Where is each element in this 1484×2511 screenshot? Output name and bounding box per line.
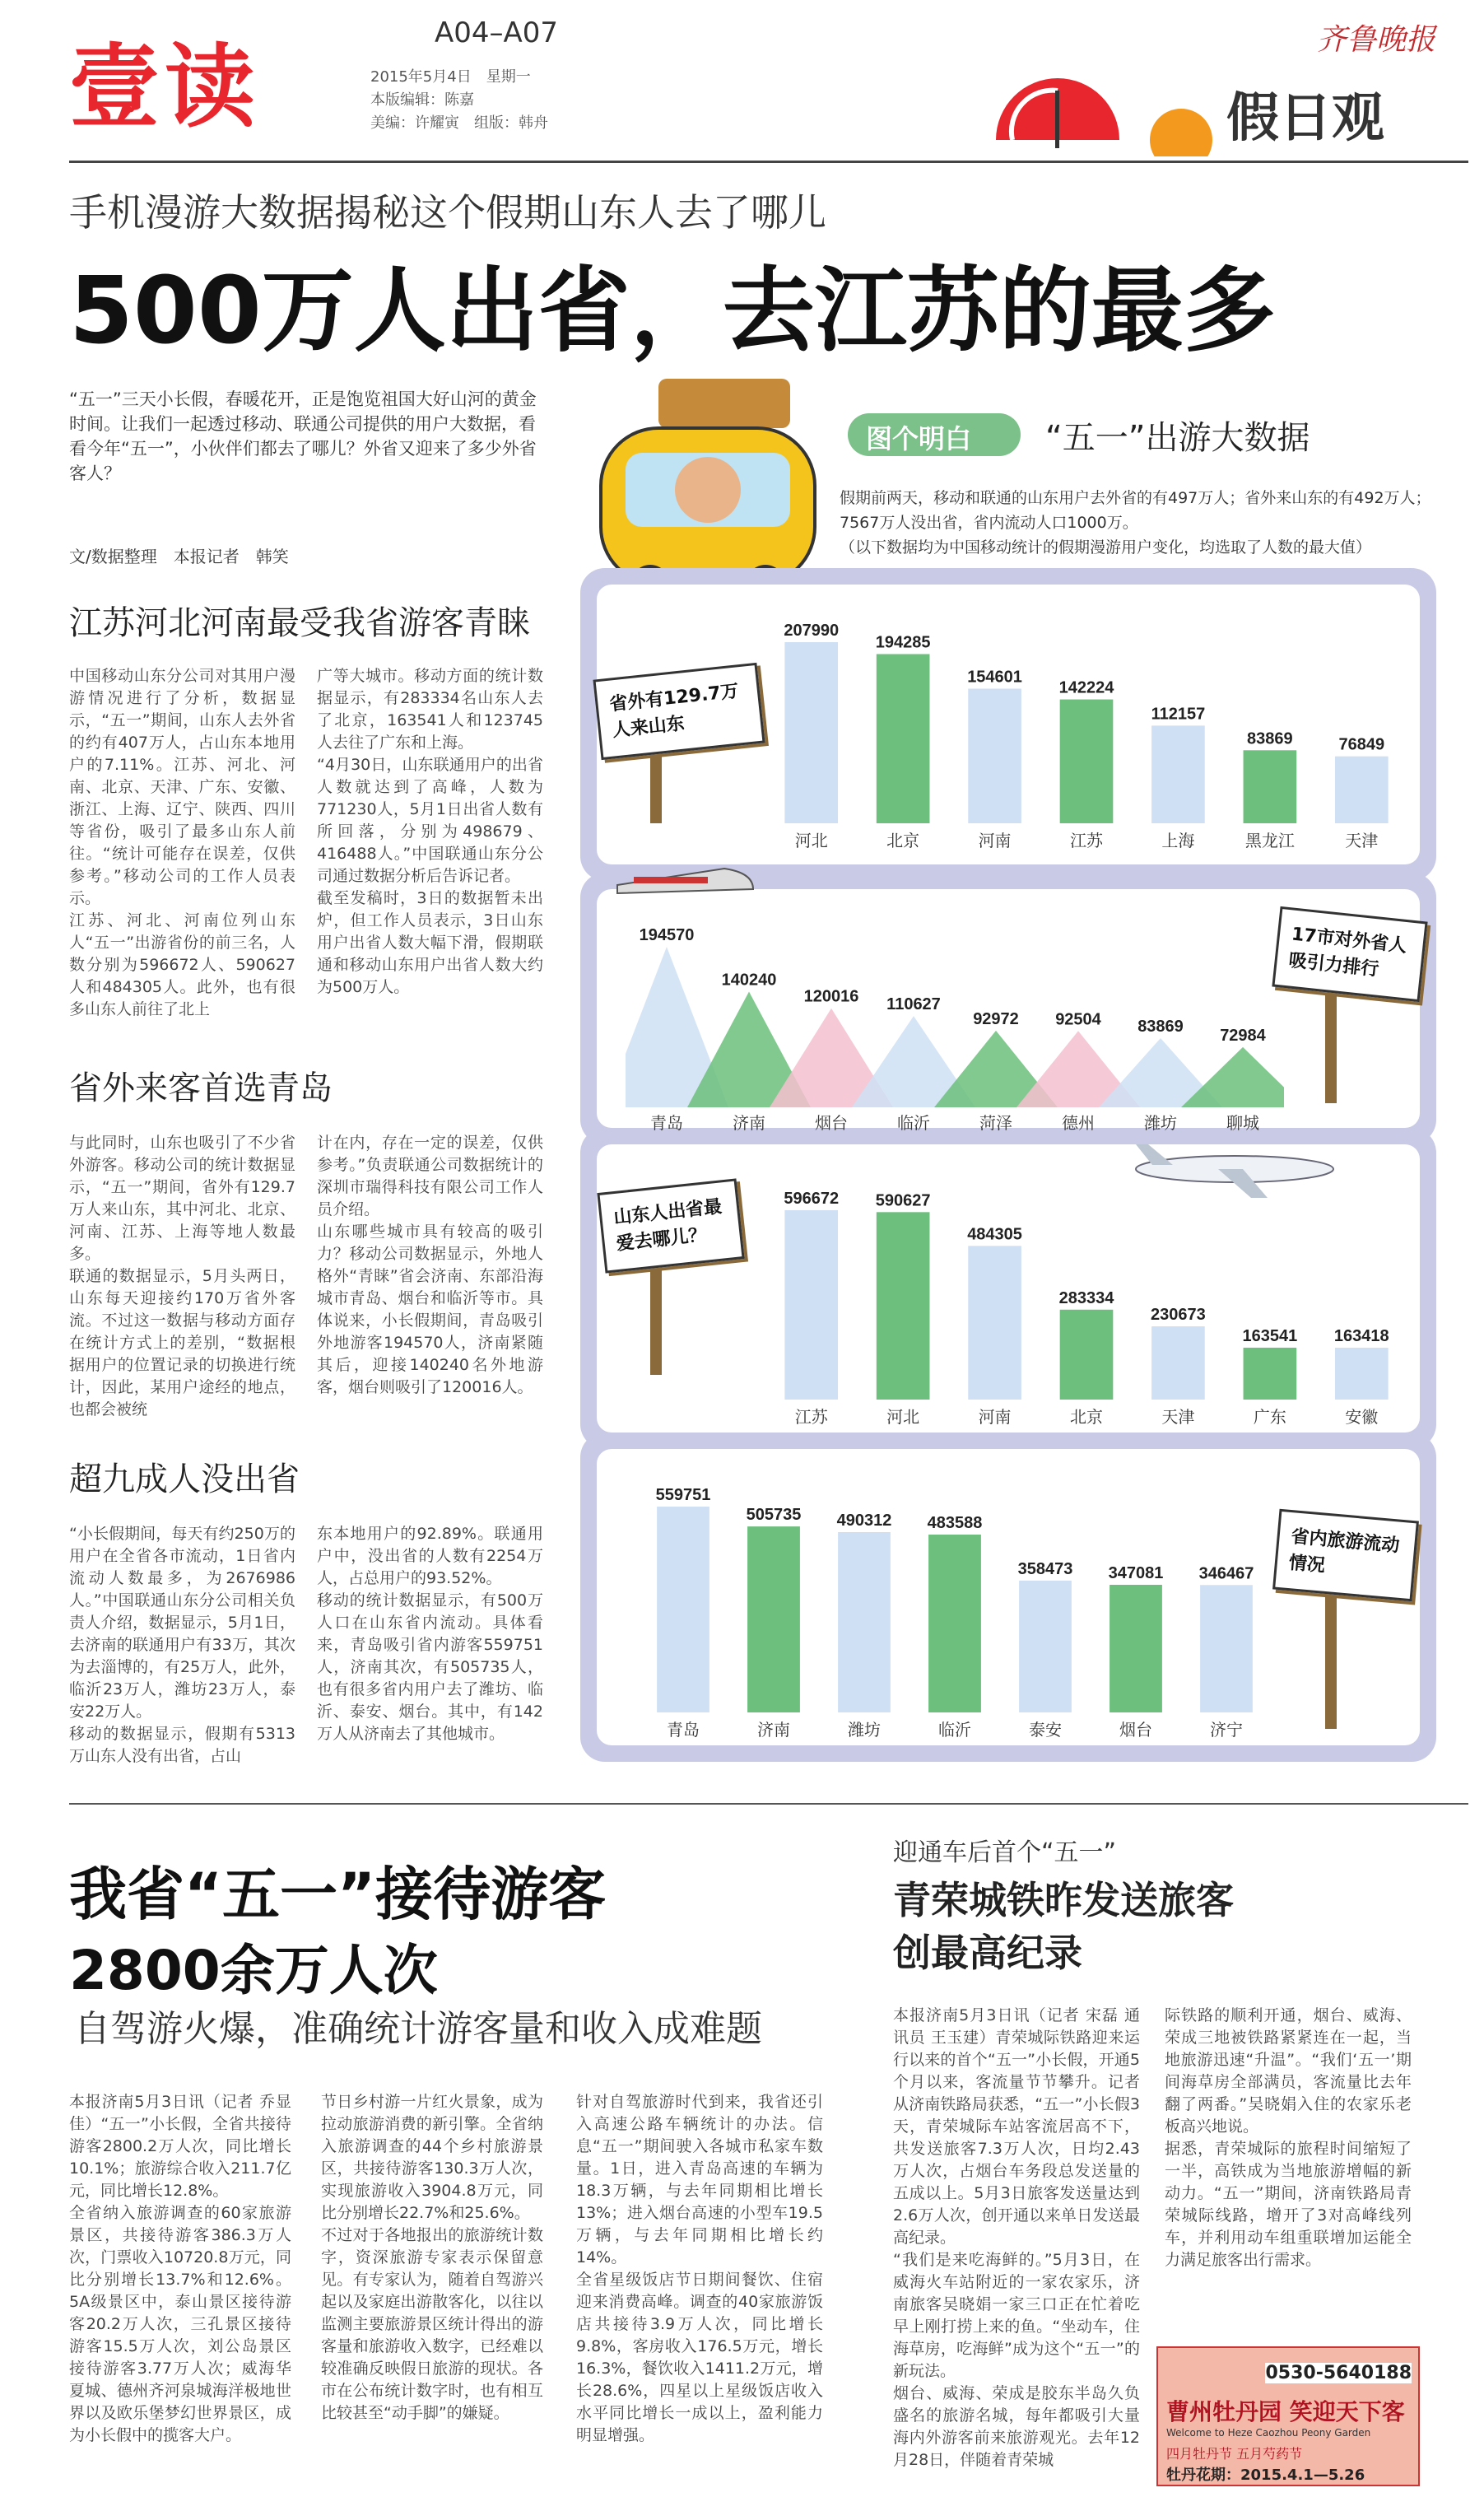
ad-name: 曹州牡丹园 笑迎天下客 [1166, 2398, 1405, 2425]
bar-烟台 [1110, 1585, 1162, 1712]
infographic-note: （以下数据均为中国移动统计的假期漫游用户变化，均选取了人数的最大值） [840, 538, 1372, 557]
bar-河北 [877, 1212, 930, 1400]
value-label: 483588 [927, 1514, 983, 1533]
sun-icon [1136, 82, 1226, 156]
value-label: 92972 [973, 1009, 1019, 1028]
value-label: 112157 [1151, 705, 1206, 724]
article2-headline-1: 我省“五一”接待游客 [69, 1861, 607, 1928]
value-label: 590627 [875, 1191, 931, 1210]
bar-济宁 [1200, 1585, 1253, 1712]
edition-meta [370, 66, 548, 135]
bar-北京 [1060, 1310, 1114, 1400]
section-1-col-2: 广等大城市。移动方面的统计数据显示，有283334名山东人去了北京，163541人和123745人去往了广东和上海。 “4月30日，山东联通用户的出省人数就达到了高峰，人数为771230人，5月1日出省人数有所回落，分别为498679、416488人。”中国联通山东分公司通过数据分析后告诉记者。 截至发稿时，3日的数据暂未出炉，但工作人员表示，3日山东用户出省人数大幅下滑，假期联通和移动山东用户出省人数大约为500万人。 [317, 667, 543, 996]
category-label: 烟台 [1119, 1720, 1152, 1740]
value-label: 163418 [1333, 1327, 1389, 1346]
bar-安徽 [1335, 1348, 1389, 1400]
section-divider [69, 1803, 1468, 1805]
value-label: 83869 [1247, 729, 1293, 748]
article-lead: “五一”三天小长假，春暖花开，正是饱览祖国大好山河的黄金时间。让我们一起透过移动、联通公司提供的用户大数据，看看今年“五一”，小伙伴们都去了哪儿？外省又迎来了多少外省客人？ [69, 389, 537, 483]
category-label: 天津 [1345, 831, 1379, 850]
design-credit: 美编：许耀寅 组版：韩舟 [370, 114, 548, 132]
article2-subhead: 自驾游火爆，准确统计游客量和收入成难题 [74, 2008, 762, 2050]
train-icon [609, 852, 757, 901]
category-label: 江苏 [794, 1407, 828, 1427]
category-label: 潍坊 [848, 1720, 881, 1740]
value-label: 154601 [967, 668, 1022, 687]
section-logo: 壹读 [69, 34, 260, 140]
article3-kicker: 迎通车后首个“五一” [893, 1838, 1117, 1867]
chart-1-sign: 省外有129.7万人来山东 [593, 663, 765, 760]
bar-济南 [747, 1526, 800, 1712]
bar-临沂 [928, 1535, 981, 1712]
chart-3-sign: 山东人出省最爱去哪儿？ [597, 1178, 744, 1273]
bar-天津 [1151, 1326, 1205, 1400]
value-label: 72984 [1220, 1026, 1266, 1045]
infographic-tag: 图个明白 [848, 413, 1021, 456]
value-label: 140240 [721, 971, 777, 990]
section-3-col-1: “小长假期间，每天有约250万的用户在全省各市流动，1日省内流动人数最多，为2676986人。”中国联通山东分公司相关负责人介绍，数据显示，5月1日，去济南的联通用户有33万，其次为去淄博的，有25万人，此外，临沂23万人，潍坊23万人，泰安22万人。 移动的数据显示，假期有5313万山东人没有出省，占山 [69, 1525, 295, 1765]
bar-黑龙江 [1244, 750, 1297, 823]
category-label: 河南 [978, 1407, 1012, 1427]
value-label: 120016 [803, 987, 859, 1006]
section-2-col-1: 与此同时，山东也吸引了不少省外游客。移动公司的统计数据显示，“五一”期间，省外有129.7万人来山东，其中河北、北京、河南、江苏、上海等地人数最多。 联通的数据显示，5月头两日，山东每天迎接约170万省外客流。不过这一数据与移动方面存在统计方式上的差别，“数据根据用户的位置记录的切换进行统计，因此，某用户途经的地点，也都会被统 [69, 1134, 295, 1419]
value-label: 230673 [1151, 1306, 1206, 1325]
bar-河北 [784, 642, 838, 823]
infographic-intro [840, 486, 1432, 560]
ad-phone: 0530-5640188 [1265, 2363, 1412, 2383]
category-label: 河北 [794, 831, 828, 850]
value-label: 358473 [1017, 1559, 1073, 1578]
bar-江苏 [784, 1210, 838, 1400]
article3-col-2: 际铁路的顺利开通，烟台、威海、荣成三地被铁路紧紧连在一起，当地旅游迅速“升温”。“我们‘五一’期间海草房全部满员，客流量比去年翻了两番。”吴晓娟入住的农家乐老板高兴地说。 据悉，青荣城际的旅程时间缩短了一半，高铁成为当地旅游增幅的新动力。“五一”期间，济南铁路局青荣城际线路，增开了3对高峰线列车，并利用动车组重联增加运能全力满足旅客出行需求。 [1165, 2006, 1412, 2269]
bar-北京 [877, 654, 930, 823]
value-label: 559751 [655, 1486, 711, 1504]
bar-潍坊 [838, 1532, 891, 1712]
value-label: 76849 [1338, 735, 1385, 754]
editor-credit: 本版编辑：陈嘉 [370, 91, 474, 109]
value-label: 596672 [784, 1190, 840, 1208]
bar-青岛 [657, 1507, 709, 1712]
category-label: 北京 [1070, 1407, 1103, 1427]
category-label: 河南 [978, 831, 1012, 850]
bar-河南 [968, 1246, 1021, 1400]
category-label: 江苏 [1070, 831, 1103, 850]
category-label: 济南 [733, 1113, 765, 1133]
category-label: 临沂 [897, 1113, 930, 1133]
article2-col-1: 本报济南5月3日讯（记者 乔显佳）“五一”小长假，全省共接待游客2800.2万人次，同比增长10.1%；旅游综合收入211.7亿元，同比增长12.8%。 全省纳入旅游调查的60家旅游景区，共接待游客386.3万人次，门票收入10720.8万元，同比分别增长13.7%和12.6%。5A级景区中，泰山景区接待游客20.2万人次，三孔景区接待游客15.5万人次，刘公岛景区接待游客3.77万人次；威海华夏城、德州齐河泉城海洋极地世界以及欧乐堡梦幻世界景区，成为小长假中的揽客大户。 [69, 2093, 291, 2444]
ad-english: Welcome to Heze Caozhou Peony Garden [1166, 2427, 1371, 2439]
bar-河南 [968, 688, 1021, 823]
article-headline: 500万人出省，去江苏的最多 [69, 258, 1276, 365]
value-label: 283334 [1058, 1288, 1114, 1307]
column-title: 假日观 [1226, 88, 1384, 149]
chart-4-sign: 省内旅游流动情况 [1272, 1509, 1419, 1601]
umbrella-icon [988, 74, 1128, 148]
chart-3-bars [765, 1177, 1407, 1433]
article3-headline-2: 创最高纪录 [893, 1931, 1082, 1975]
section-heading-1: 江苏河北河南最受我省游客青睐 [69, 604, 530, 642]
bar-上海 [1151, 725, 1205, 823]
infographic-intro-text: 假期前两天，移动和联通的山东用户去外省的有497万人；省外来山东的有492万人；7567万人没出省，省内流动人口1000万。 [840, 489, 1431, 532]
category-label: 上海 [1161, 831, 1195, 850]
bar-广东 [1244, 1348, 1297, 1400]
section-heading-2: 省外来客首选青岛 [69, 1069, 333, 1107]
category-label: 泰安 [1029, 1720, 1062, 1740]
value-label: 83869 [1137, 1017, 1184, 1036]
category-label: 青岛 [650, 1113, 683, 1133]
page-range: A04–A07 [435, 16, 559, 49]
header-divider [69, 161, 1468, 163]
section-heading-3: 超九成人没出省 [69, 1460, 300, 1498]
value-label: 110627 [886, 995, 941, 1014]
category-label: 广东 [1253, 1407, 1286, 1427]
article-byline: 文/数据整理 本报记者 韩笑 [69, 547, 289, 566]
value-label: 92504 [1055, 1010, 1101, 1029]
value-label: 194570 [639, 926, 695, 944]
value-label: 194285 [875, 633, 931, 652]
category-label: 菏泽 [979, 1113, 1012, 1133]
ad-festivals: 四月牡丹节 五月芍药节 [1166, 2446, 1303, 2462]
category-label: 临沂 [938, 1720, 971, 1740]
article2-col-3: 针对自驾旅游时代到来，我省还引入高速公路车辆统计的办法。信息“五一”期间驶入各城市私家车数量。1日，进入青岛高速的车辆为18.3万辆，与去年同期相比增长13%；进入烟台高速的小型车19.5万辆，与去年同期相比增长约14%。 全省星级饭店节日期间餐饮、住宿迎来消费高峰。调查的40家旅游饭店共接待3.9万人次，同比增长9.8%，客房收入176.5万元，增长16.3%，餐饮收入1411.2万元，增长28.6%，四星以上星级饭店收入水平同比增长一成以上，盈利能力明显增强。 [576, 2093, 823, 2444]
category-label: 北京 [886, 831, 920, 850]
newspaper-name: 齐鲁晚报 [1317, 23, 1436, 57]
peak-聊城 [1181, 1047, 1284, 1107]
value-label: 484305 [967, 1225, 1022, 1244]
category-label: 青岛 [667, 1720, 700, 1740]
category-label: 济宁 [1210, 1720, 1243, 1740]
article2-headline-2: 2800余万人次 [69, 1939, 438, 2002]
chart-4-bars [638, 1474, 1272, 1745]
ad-dates: 牡丹花期：2015.4.1—5.26 [1166, 2467, 1365, 2484]
section-3-col-2: 东本地用户的92.89%。联通用户中，没出省的人数有2254万人，占总用户的93.52%。 移动的统计数据显示，有500万人口在山东省内流动。具体看来，青岛吸引省内游客559751人，济南其次，有505735人，也有很多省内用户去了潍坊、临沂、泰安、烟台。其中，有142万人从济南去了其他城市。 [317, 1525, 543, 1743]
section-1-col-1: 中国移动山东分公司对其用户漫游情况进行了分析，数据显示，“五一”期间，山东人去外省的约有407万人，占山东本地用户的7.11%。江苏、河北、河南、北京、天津、广东、安徽、浙江、上海、辽宁、陕西、四川等省份，吸引了最多山东人前往。“统计可能存在误差，仅供参考。”移动公司的工作人员表示。 江苏、河北、河南位列山东人“五一”出游省份的前三名，人数分别为596672人、590627人和484305人。此外，也有很多山东人前往了北上 [69, 667, 295, 1018]
value-label: 347081 [1108, 1563, 1164, 1582]
category-label: 聊城 [1226, 1113, 1259, 1133]
sign-post-3 [650, 1251, 662, 1375]
bar-泰安 [1019, 1581, 1072, 1712]
category-label: 德州 [1062, 1113, 1095, 1133]
value-label: 163541 [1242, 1326, 1298, 1345]
value-label: 207990 [784, 622, 840, 640]
value-label: 490312 [836, 1512, 892, 1530]
category-label: 天津 [1161, 1407, 1195, 1427]
chart-2-sign: 17市对外省人吸引力排行 [1272, 906, 1427, 1002]
value-label: 505735 [746, 1506, 802, 1525]
article2-col-2: 节日乡村游一片红火景象，成为拉动旅游消费的新引擎。全省纳入旅游调查的44个乡村旅游景区，共接待游客130.3万人次，实现旅游收入3904.8万元，同比分别增长22.7%和25.6%。 不过对于各地报出的旅游统计数字，资深旅游专家表示保留意见。有专家认为，随着自驾游兴起以及家庭出游散客化，以往以监测主要旅游景区统计得出的游客量和旅游收入数字，已经难以较准确反映假日旅游的现状。各市在公布统计数字时，也有相互比较甚至“动手脚”的嫌疑。 [321, 2093, 543, 2422]
issue-date: 2015年5月4日 星期一 [370, 68, 531, 86]
category-label: 潍坊 [1144, 1113, 1177, 1133]
bar-天津 [1335, 757, 1389, 823]
chart-2-areas [626, 914, 1284, 1136]
infographic-title: “五一”出游大数据 [1045, 419, 1310, 457]
article3-col-1: 本报济南5月3日讯（记者 宋磊 通讯员 王玉建）青荣城际铁路迎来运行以来的首个“五一”小长假，开通5个月以来，客流量节节攀升。记者从济南铁路局获悉，“五一”小长假3天，青荣城际车站客流居高不下，共发送旅客7.3万人次，日均2.43万人次，占烟台车务段总发送量的五成以上。5月3日旅客发送量达到2.6万人次，创开通以来单日发送最高纪录。 “我们是来吃海鲜的。”5月3日，在威海火车站附近的一家农家乐，济南旅客吴晓娟一家三口正在忙着吃早上刚打捞上来的鱼。“坐动车，住海草房，吃海鲜”成为这个“五一”的新玩法。 烟台、威海、荣成是胶东半岛久负盛名的旅游名城，每年都吸引大量海内外游客前来旅游观光。去年12月28日，伴随着青荣城 [893, 2006, 1140, 2469]
bar-江苏 [1060, 700, 1114, 823]
chart-1-bars [765, 609, 1407, 856]
category-label: 烟台 [815, 1113, 848, 1133]
section-2-col-2: 计在内，存在一定的误差，仅供参考。”负责联通公司数据统计的深圳市瑞得科技有限公司工作人员介绍。 山东哪些城市具有较高的吸引力？移动公司数据显示，外地人格外“青睐”省会济南、东部沿海城市青岛、烟台和临沂等市。具体说来，小长假期间，青岛吸引外地游客194570人，济南紧随其后，迎接140240名外地游客，烟台则吸引了120016人。 [317, 1134, 543, 1396]
article3-headline-1: 青荣城铁昨发送旅客 [893, 1878, 1234, 1922]
category-label: 河北 [886, 1407, 920, 1427]
peony-garden-ad [1156, 2346, 1420, 2486]
article-kicker: 手机漫游大数据揭秘这个假期山东人去了哪儿 [69, 190, 826, 235]
category-label: 黑龙江 [1244, 831, 1295, 850]
value-label: 346467 [1198, 1564, 1254, 1583]
category-label: 安徽 [1345, 1407, 1379, 1427]
category-label: 济南 [757, 1720, 790, 1740]
value-label: 142224 [1058, 678, 1114, 697]
